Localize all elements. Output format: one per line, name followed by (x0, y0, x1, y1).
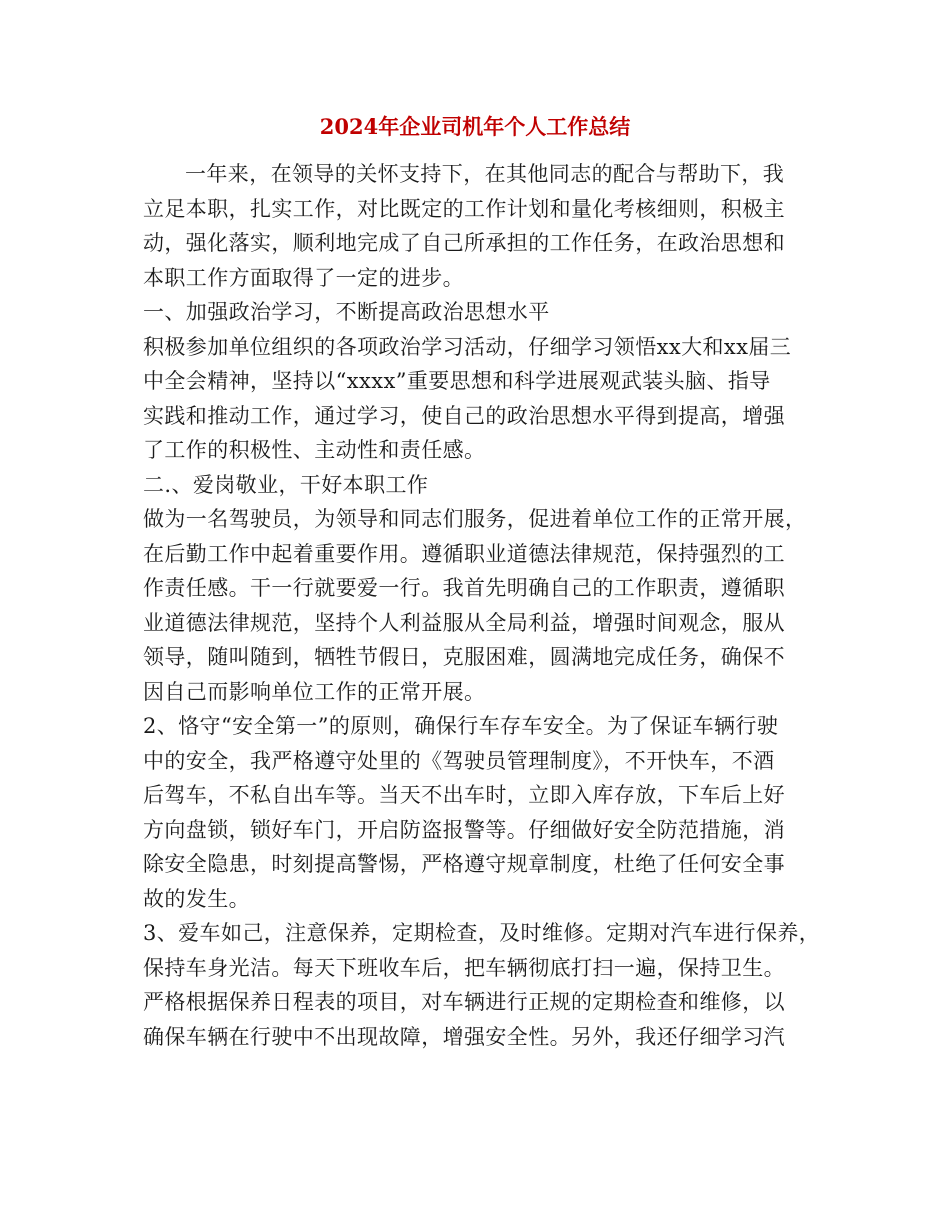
text-line: 在后勤工作中起着重要作用。遵循职业道德法律规范，保持强烈的工 (143, 541, 785, 566)
document-title: 2024年企业司机年个人工作总结 (319, 114, 631, 139)
text-line: 业道德法律规范，坚持个人利益服从全局利益，增强时间观念，服从 (143, 610, 785, 635)
text-line: 做为一名驾驶员，为领导和同志们服务，促进着单位工作的正常开展， (143, 507, 807, 531)
text-line: 动，强化落实，顺利地完成了自己所承担的工作任务，在政治思想和 (143, 231, 785, 255)
section-heading: 二.、爱岗敬业，干好本职工作 (143, 472, 429, 497)
text-line: 严格根据保养日程表的项目，对车辆进行正规的定期检查和维修，以 (143, 990, 785, 1014)
text-line: 方向盘锁，锁好车门，开启防盗报警等。仔细做好安全防范措施，消 (143, 817, 785, 842)
text-line: 因自己而影响单位工作的正常开展。 (143, 679, 486, 704)
text-line: 实践和推动工作，通过学习，使自己的政治思想水平得到提高，增强 (143, 403, 785, 428)
text-line: 3、爱车如己，注意保养，定期检查，及时维修。定期对汽车进行保养， (143, 921, 821, 945)
text-line: 领导，随叫随到，牺牲节假日，克服困难，圆满地完成任务，确保不 (143, 645, 785, 669)
text-line: 作责任感。干一行就要爱一行。我首先明确自己的工作职责，遵循职 (143, 576, 785, 600)
text-line: 除安全隐患，时刻提高警惕，严格遵守规章制度，杜绝了任何安全事 (143, 852, 785, 876)
text-line: 中全会精神，坚持以“xxxx”重要思想和科学进展观武装头脑、指导 (143, 369, 771, 393)
text-line: 故的发生。 (143, 886, 250, 911)
text-line: 本职工作方面取得了一定的进步。 (143, 265, 464, 290)
text-line: 后驾车，不私自出车等。当天不出车时，立即入库存放，下车后上好 (143, 783, 785, 807)
text-line: 确保车辆在行驶中不出现故障，增强安全性。另外，我还仔细学习汽 (143, 1024, 785, 1049)
document-body (143, 157, 823, 1054)
section-heading: 一、加强政治学习，不断提高政治思想水平 (143, 300, 550, 324)
text-line: 了工作的积极性、主动性和责任感。 (143, 438, 486, 462)
text-line: 积极参加单位组织的各项政治学习活动，仔细学习领悟xx大和xx届三 (143, 334, 792, 359)
text-line: 中的安全，我严格遵守处里的《驾驶员管理制度》，不开快车，不酒 (143, 748, 775, 773)
text-line: 2、恪守“安全第一”的原则，确保行车存车安全。为了保证车辆行驶 (143, 714, 779, 738)
text-line: 一年来，在领导的关怀支持下，在其他同志的配合与帮助下，我 (185, 162, 785, 186)
text-line: 立足本职，扎实工作，对比既定的工作计划和量化考核细则，积极主 (143, 196, 785, 221)
text-line: 保持车身光洁。每天下班收车后，把车辆彻底打扫一遍，保持卫生。 (143, 955, 785, 980)
